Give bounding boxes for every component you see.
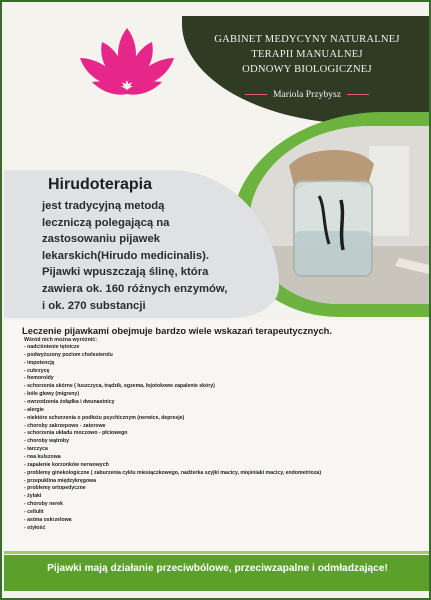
indication-item: - zapalenie korzonków nerwowych [24,461,109,468]
indication-item: - problemy ortopedyczne [24,485,86,492]
clinic-name-line-2: TERAPII MANUALNEJ [251,49,363,60]
indication-item: - alergie [24,406,44,413]
indication-item: - choroby zakrzepowo - zatorowe [24,422,106,429]
indication-item: - choroby nerek [24,501,63,508]
footer-divider [4,551,431,554]
clinic-name [192,32,422,77]
intro-line: Pijawki wpuszczają ślinę, która [42,266,209,279]
indication-item: - cukrzycę [24,367,50,374]
intro-line: lekarskich(Hirudo medicinalis). [42,249,209,262]
indication-item: - schorzenia skórne ( łuszczyca, trądzik, egzema, łojotokowe zapalenie skóry) [24,383,215,390]
indication-item: - niektóre schorzenia o podłożu psychicznym (nerwice, depresje) [24,414,185,421]
lotus-icon [72,24,182,104]
indication-item: - impotencję [24,359,55,366]
indication-item: - żylaki [24,493,42,500]
indication-item: - astma oskrzelowa [24,516,72,523]
page-title: Hirudoterapia [48,176,153,193]
indication-item: - przepuklina międzykręgowa [24,477,97,484]
intro-line: leczniczą polegającą na [42,216,170,229]
indications-title: Wśród nich można wyróżnić: [24,337,97,343]
intro-line: jest tradycyjną metodą [42,200,165,212]
owner-name [197,89,417,100]
indication-item: - podwyższony poziom cholesterolu [24,351,113,358]
indication-item: - owrzodzenia żołądka i dwunastnicy [24,399,115,406]
indication-item: - tarczyca [24,446,48,453]
intro-line: zawiera ok. 160 różnych enzymów, [42,282,228,295]
indication-item: - cellulit [24,509,44,516]
footer-slogan: Pijawki mają działanie przeciwbólowe, przeciwzapalne i odmładzające! [47,563,388,574]
indication-item: - nadciśnienie tętnicze [24,344,80,350]
indication-item: - bóle głowy (migreny) [24,391,80,398]
intro-line: zastosowaniu pijawek [42,233,161,246]
clinic-name-line-1: GABINET MEDYCYNY NATURALNEJ [214,34,400,45]
indication-item: - otyłość [24,524,46,531]
indication-item: - hemoroidy [24,375,54,382]
owner-name-text: Mariola Przybysz [273,89,341,100]
indication-item: - problemy ginekologiczne ( zaburzenia cyklu miesiączkowego, nadżerka szyjki macicy, mięśniaki macicy, endometrioza) [24,469,322,476]
indication-item: - schorzenia układu moczowo - płciowego [24,430,128,437]
clinic-name-line-3: ODNOWY BIOLOGICZNEJ [242,64,372,75]
intro-line: i ok. 270 substancji [42,299,146,312]
indication-item: - choroby wątroby [24,438,69,445]
indications-lead: Leczenie pijawkami obejmuje bardzo wiele wskazań terapeutycznych. [22,325,333,336]
indication-item: - rwa kulszowa [24,454,61,461]
intro-text [42,198,282,314]
indications-list [24,344,321,533]
